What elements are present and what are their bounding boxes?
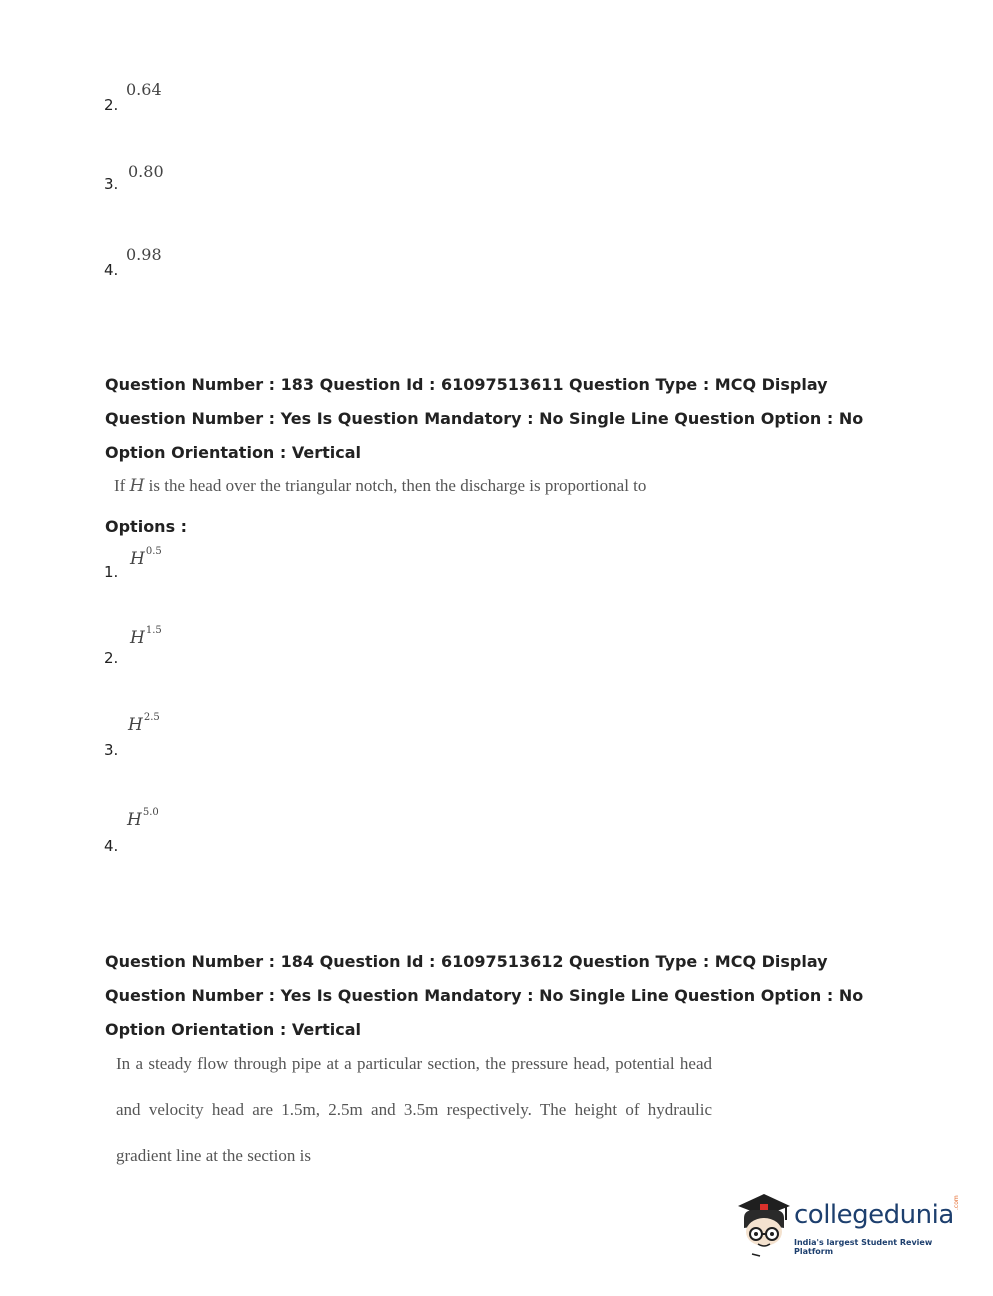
option-1-number: 1. xyxy=(104,563,119,581)
prev-option-2-number: 2. xyxy=(104,96,119,114)
option-3-expression xyxy=(128,712,160,735)
mascot-icon xyxy=(734,1188,794,1260)
option-4-exponent: 5.0 xyxy=(142,807,159,819)
option-1-expression xyxy=(130,546,162,569)
option-1-base: H xyxy=(130,549,145,569)
collegedunia-logo xyxy=(734,1188,964,1260)
prev-option-4-number: 4. xyxy=(104,261,119,279)
option-4-expression xyxy=(127,807,159,830)
prev-option-3-number: 3. xyxy=(104,175,119,193)
question-183-text-pre: If xyxy=(114,476,126,495)
option-2-expression xyxy=(130,625,162,648)
option-4-number: 4. xyxy=(104,837,119,855)
question-183-variable: H xyxy=(129,476,145,496)
option-4-base: H xyxy=(127,810,142,830)
option-2-number: 2. xyxy=(104,649,119,667)
question-184-header: Question Number : 184 Question Id : 61097513612 Question Type : MCQ Display Question Number : Yes Is Question Mandatory : No Single Line Question Option : No Option Orientation : Vertical xyxy=(105,952,864,1039)
question-183-header: Question Number : 183 Question Id : 61097513611 Question Type : MCQ Display Question Number : Yes Is Question Mandatory : No Single Line Question Option : No Option Orientation : Vertical xyxy=(105,375,864,462)
question-184-text: In a steady flow through pipe at a particular section, the pressure head, potential head and velocity head are 1.5m, 2.5m and 3.5m respectively. The height of hydraulic gradient line at the section is xyxy=(116,1054,712,1165)
option-3-exponent: 2.5 xyxy=(143,712,160,724)
prev-option-4-value: 0.98 xyxy=(126,245,162,264)
options-label: Options : xyxy=(105,517,188,536)
option-2-exponent: 1.5 xyxy=(145,625,162,637)
brand-name: collegedunia xyxy=(794,1200,954,1230)
question-183-text xyxy=(114,476,646,496)
option-1-exponent: 0.5 xyxy=(145,546,162,558)
option-2-base: H xyxy=(130,628,145,648)
option-3-number: 3. xyxy=(104,741,119,759)
option-3-base: H xyxy=(128,715,143,735)
prev-option-3-value: 0.80 xyxy=(128,162,164,181)
prev-option-2-value: 0.64 xyxy=(126,80,162,99)
brand-com: .com xyxy=(953,1195,960,1210)
brand-tagline: India's largest Student Review Platform xyxy=(794,1238,933,1256)
question-183-text-post: is the head over the triangular notch, then the discharge is proportional to xyxy=(148,476,647,495)
